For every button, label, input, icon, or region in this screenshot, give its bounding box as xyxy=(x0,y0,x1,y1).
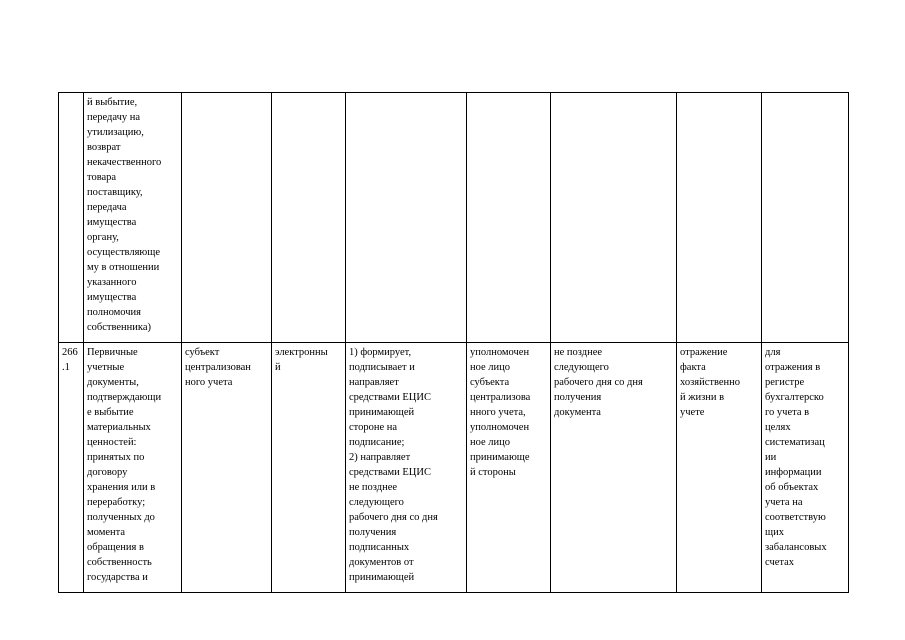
deadline-cell: не позднее следующего рабочего дня со дня получения документа xyxy=(551,343,677,593)
purpose-cell xyxy=(677,93,762,343)
procedure-cell xyxy=(346,93,467,343)
creator-cell: субъект централизован ного учета xyxy=(182,343,272,593)
accounting-cell xyxy=(762,93,849,343)
document-name-cell: й выбытие, передачу на утилизацию, возврат некачественного товара поставщику, передача имущества органу, осуществляюще му в отношении указанного имущества полномочия собственника) xyxy=(84,93,182,343)
creator-cell xyxy=(182,93,272,343)
row-number-cell xyxy=(59,93,84,343)
deadline-cell xyxy=(551,93,677,343)
format-cell xyxy=(272,93,346,343)
table-row xyxy=(59,343,849,593)
signatory-cell: уполномочен ное лицо субъекта централизова нного учета, уполномочен ное лицо принимающе й стороны xyxy=(467,343,551,593)
purpose-cell: отражение факта хозяйственно й жизни в учете xyxy=(677,343,762,593)
document-table xyxy=(58,92,849,593)
accounting-cell: для отражения в регистре бухгалтерско го учета в целях систематизац ии информации об объектах учета на соответствую щих забалансовых счетах xyxy=(762,343,849,593)
document-name-cell: Первичные учетные документы, подтверждающи е выбытие материальных ценностей: принятых по договору хранения или в переработку; полученных до момента обращения в собственность государства и xyxy=(84,343,182,593)
row-number-cell: 266 .1 xyxy=(59,343,84,593)
table-row xyxy=(59,93,849,343)
procedure-cell: 1) формирует, подписывает и направляет средствами ЕЦИС принимающей стороне на подписание; 2) направляет средствами ЕЦИС не позднее следующего рабочего дня со дня получения подписанных документов от принимающей xyxy=(346,343,467,593)
signatory-cell xyxy=(467,93,551,343)
format-cell: электронны й xyxy=(272,343,346,593)
